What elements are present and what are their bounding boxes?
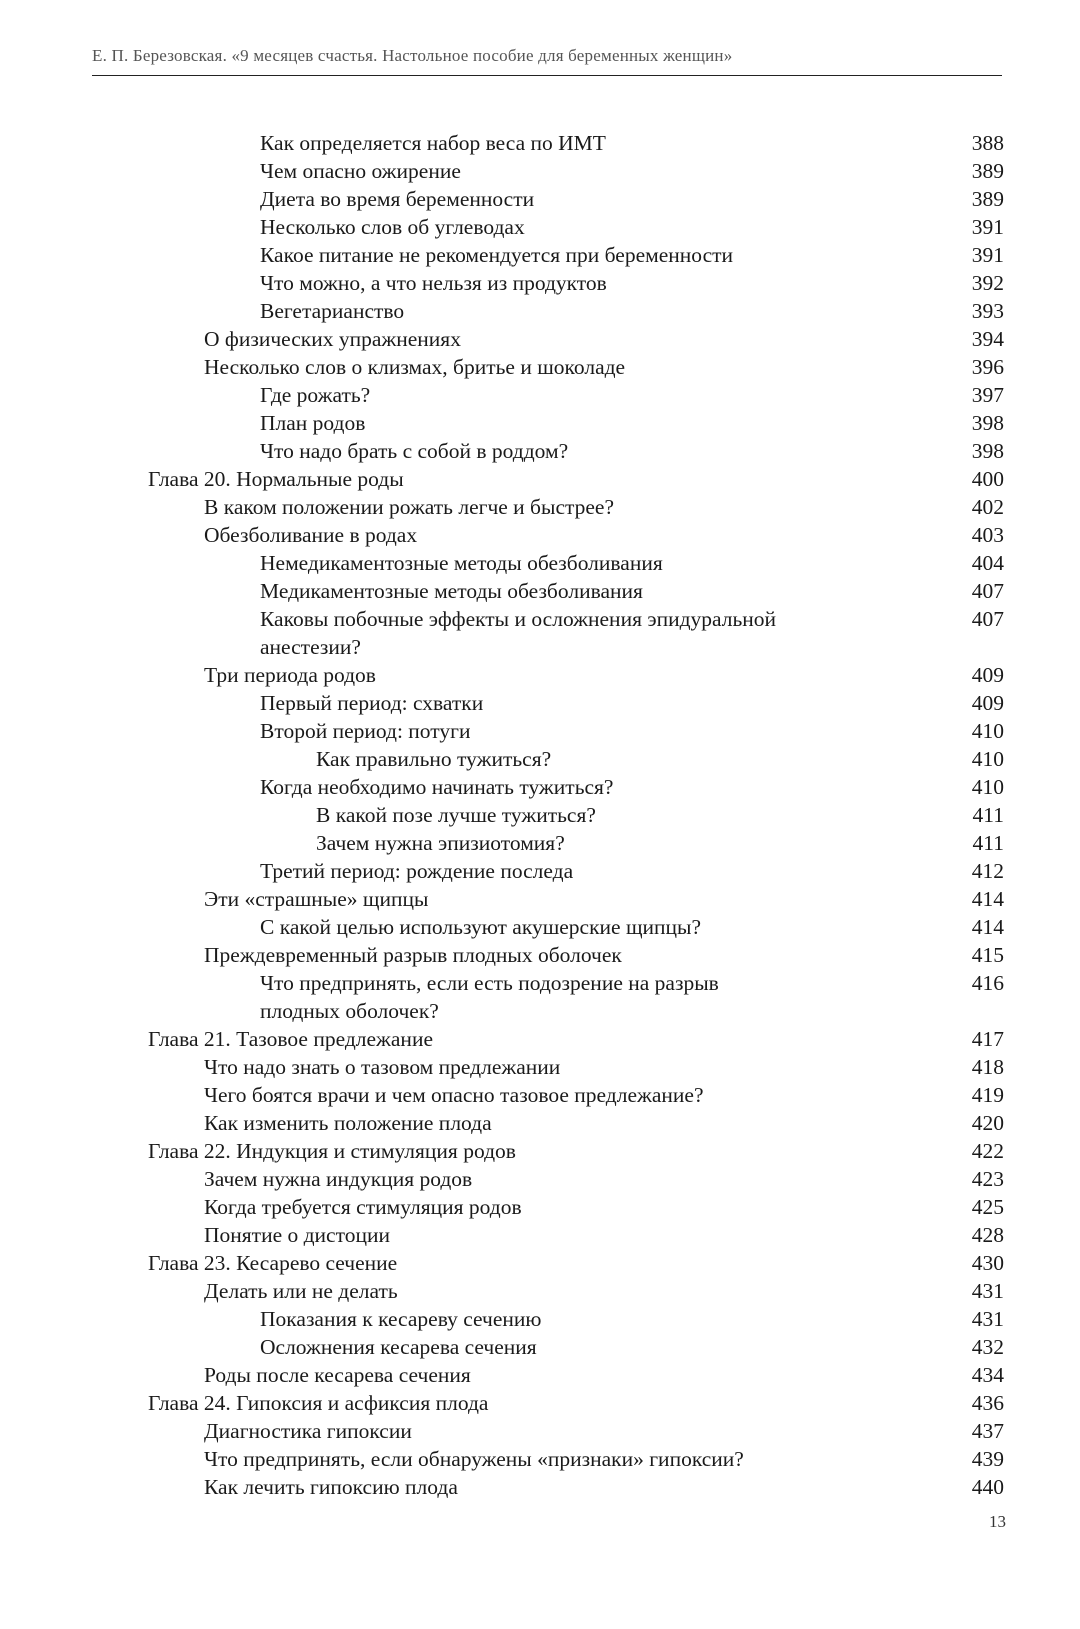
toc-entry-page: 389 [971,159,1004,183]
toc-entry-title: Медикаментозные методы обезболивания [260,579,643,603]
toc-entry [148,745,1004,773]
toc-entry-page: 394 [971,327,1004,351]
toc-entry-page: 409 [971,691,1004,715]
toc-entry-page: 411 [972,831,1004,855]
toc-entry [148,1361,1004,1389]
toc-entry [148,801,1004,829]
toc-entry [148,549,1004,577]
table-of-contents [148,129,1004,1501]
toc-entry-title: Глава 21. Тазовое предлежание [148,1027,433,1051]
toc-entry-page: 407 [971,607,1004,631]
toc-entry-page: 411 [972,803,1004,827]
toc-entry-page: 389 [971,187,1004,211]
toc-entry-page: 410 [971,719,1004,743]
toc-entry-page: 404 [971,551,1004,575]
toc-entry-title: Глава 22. Индукция и стимуляция родов [148,1139,516,1163]
toc-entry-page: 410 [971,775,1004,799]
toc-entry [148,353,1004,381]
toc-entry-page: 396 [971,355,1004,379]
toc-entry-title: Понятие о дистоции [204,1223,390,1247]
toc-entry-title: Что надо брать с собой в роддом? [260,439,569,463]
toc-entry-page: 418 [971,1055,1004,1079]
toc-entry [148,1081,1004,1109]
toc-entry [148,689,1004,717]
toc-entry-page: 432 [971,1335,1004,1359]
toc-entry [148,773,1004,801]
toc-entry-title: Что предпринять, если есть подозрение на разрыв плодных оболочек? [260,971,719,1023]
toc-entry-title: Зачем нужна эпизиотомия? [316,831,565,855]
toc-entry-title: С какой целью используют акушерские щипцы? [260,915,702,939]
toc-entry [148,717,1004,745]
toc-entry [148,465,1004,493]
toc-entry-page: 422 [971,1139,1004,1163]
toc-entry [148,325,1004,353]
toc-entry [148,1025,1004,1053]
toc-entry-title: В каком положении рожать легче и быстрее? [204,495,615,519]
toc-entry-page: 431 [971,1279,1004,1303]
toc-entry-title: Показания к кесареву сечению [260,1307,542,1331]
toc-entry [148,1249,1004,1277]
toc-entry-page: 440 [971,1475,1004,1499]
toc-entry-title: Первый период: схватки [260,691,484,715]
toc-entry-page: 393 [971,299,1004,323]
toc-entry-title: Второй период: потуги [260,719,471,743]
toc-entry [148,829,1004,857]
toc-entry-page: 414 [971,887,1004,911]
toc-entry [148,1221,1004,1249]
toc-entry-page: 388 [971,131,1004,155]
toc-entry [148,297,1004,325]
toc-entry-page: 391 [971,215,1004,239]
toc-entry [148,409,1004,437]
toc-entry-title: Эти «страшные» щипцы [204,887,429,911]
toc-entry [148,1193,1004,1221]
toc-entry-title: Диета во время беременности [260,187,535,211]
toc-entry [148,1165,1004,1193]
toc-entry-page: 407 [971,579,1004,603]
toc-entry-title: Преждевременный разрыв плодных оболочек [204,943,622,967]
toc-entry [148,941,1004,969]
toc-entry-title: Когда требуется стимуляция родов [204,1195,522,1219]
toc-entry-page: 414 [971,915,1004,939]
toc-entry [148,1445,1004,1473]
toc-entry-page: 434 [971,1363,1004,1387]
page-number: 13 [989,1512,1006,1531]
toc-entry-page: 397 [971,383,1004,407]
toc-entry [148,857,1004,885]
toc-entry-title: Роды после кесарева сечения [204,1363,471,1387]
toc-entry [148,661,1004,689]
toc-entry [148,1277,1004,1305]
toc-entry-page: 420 [971,1111,1004,1135]
toc-entry-title: Несколько слов об углеводах [260,215,525,239]
toc-entry [148,1137,1004,1165]
toc-entry-title: Каковы побочные эффекты и осложнения эпидуральной анестезии? [260,607,777,659]
toc-entry-title: В какой позе лучше тужиться? [316,803,596,827]
toc-entry [148,1473,1004,1501]
toc-entry-title: Глава 24. Гипоксия и асфиксия плода [148,1391,489,1415]
toc-entry [148,437,1004,465]
toc-entry-page: 423 [971,1167,1004,1191]
toc-entry-page: 437 [971,1419,1004,1443]
toc-entry-title: Как изменить положение плода [204,1111,492,1135]
toc-entry-page: 403 [971,523,1004,547]
header-divider [92,75,1002,76]
toc-entry [148,1417,1004,1445]
toc-entry-title: Как правильно тужиться? [316,747,552,771]
toc-entry [148,185,1004,213]
toc-entry [148,885,1004,913]
toc-entry-page: 417 [971,1027,1004,1051]
toc-entry-page: 391 [971,243,1004,267]
toc-entry-title: Что предпринять, если обнаружены «признаки» гипоксии? [204,1447,744,1471]
toc-entry-page: 398 [971,411,1004,435]
toc-entry-title: Как определяется набор веса по ИМТ [260,131,606,155]
toc-entry-page: 410 [971,747,1004,771]
toc-entry-title: Осложнения кесарева сечения [260,1335,537,1359]
toc-entry-title: Несколько слов о клизмах, бритье и шоколаде [204,355,626,379]
toc-entry [148,1305,1004,1333]
toc-entry [148,1053,1004,1081]
toc-entry-page: 439 [971,1447,1004,1471]
toc-entry [148,1109,1004,1137]
toc-entry-title: Что надо знать о тазовом предлежании [204,1055,561,1079]
toc-entry [148,129,1004,157]
toc-entry-page: 400 [971,467,1004,491]
toc-entry-title: Три периода родов [204,663,376,687]
toc-entry-title: Делать или не делать [204,1279,398,1303]
toc-entry [148,1389,1004,1417]
toc-entry-title: План родов [260,411,366,435]
toc-entry-page: 428 [971,1223,1004,1247]
toc-entry [148,213,1004,241]
toc-entry [148,521,1004,549]
toc-entry-title: О физических упражнениях [204,327,461,351]
toc-entry-title: Немедикаментозные методы обезболивания [260,551,663,575]
toc-entry [148,913,1004,941]
toc-entry-title: Глава 23. Кесарево сечение [148,1251,398,1275]
toc-entry [148,241,1004,269]
toc-entry-page: 398 [971,439,1004,463]
toc-entry-page: 412 [971,859,1004,883]
toc-entry-page: 425 [971,1195,1004,1219]
toc-entry-title: Вегетарианство [260,299,405,323]
toc-entry-title: Зачем нужна индукция родов [204,1167,473,1191]
toc-entry [148,381,1004,409]
toc-entry-page: 409 [971,663,1004,687]
toc-entry [148,577,1004,605]
toc-entry-page: 416 [971,971,1004,995]
toc-entry-title: Какое питание не рекомендуется при беременности [260,243,734,267]
toc-entry [148,269,1004,297]
toc-entry-title: Глава 20. Нормальные роды [148,467,404,491]
toc-entry [148,969,1004,1025]
toc-entry-page: 419 [971,1083,1004,1107]
toc-entry-page: 430 [971,1251,1004,1275]
toc-entry-title: Чего боятся врачи и чем опасно тазовое предлежание? [204,1083,704,1107]
toc-entry-title: Обезболивание в родах [204,523,418,547]
running-header: Е. П. Березовская. «9 месяцев счастья. Настольное пособие для беременных женщин» [92,46,733,65]
toc-entry-title: Чем опасно ожирение [260,159,461,183]
toc-entry-title: Третий период: рождение последа [260,859,574,883]
toc-entry-title: Как лечить гипоксию плода [204,1475,458,1499]
toc-entry [148,493,1004,521]
toc-entry-page: 436 [971,1391,1004,1415]
toc-entry-title: Когда необходимо начинать тужиться? [260,775,614,799]
toc-entry-page: 402 [971,495,1004,519]
toc-entry-page: 431 [971,1307,1004,1331]
toc-entry-title: Что можно, а что нельзя из продуктов [260,271,607,295]
toc-entry [148,1333,1004,1361]
toc-entry-title: Диагностика гипоксии [204,1419,412,1443]
toc-entry [148,157,1004,185]
toc-entry [148,605,1004,661]
toc-entry-page: 415 [971,943,1004,967]
toc-entry-page: 392 [971,271,1004,295]
toc-entry-title: Где рожать? [260,383,371,407]
